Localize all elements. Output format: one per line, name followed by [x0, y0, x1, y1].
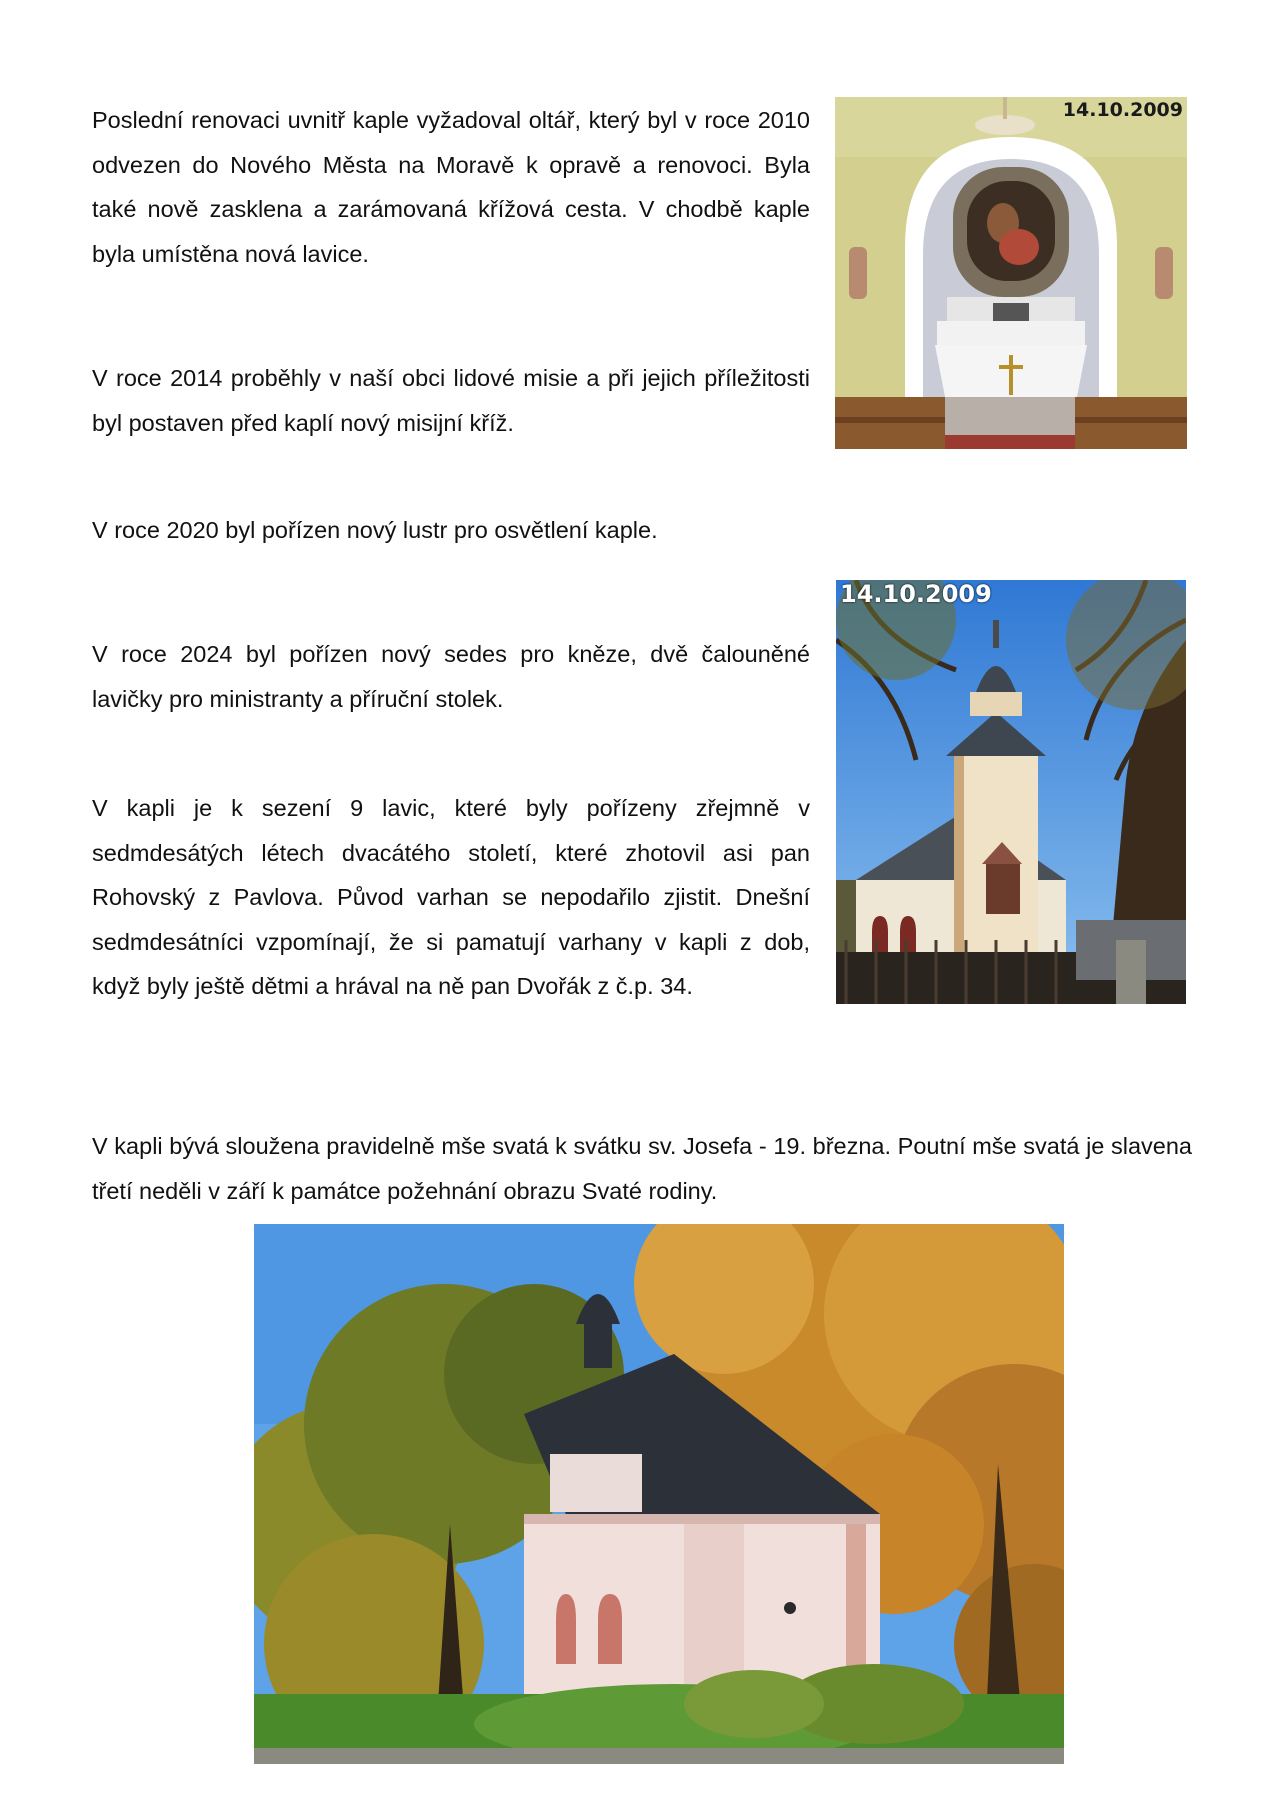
paragraph-altar-renovation: Poslední renovaci uvnitř kaple vyžadoval oltář, který byl v roce 2010 odvezen do Nového Města na Moravě k opravě a renovoci. Byla také nově zasklena a zarámovaná křížová cesta. V chodbě kaple byla umístěna nová lavice. — [92, 107, 810, 267]
chapel-tower-photo — [836, 580, 1186, 1004]
altar-photo — [835, 97, 1187, 449]
paragraph-sedes: V roce 2024 byl pořízen nový sedes pro kněze, dvě čalouněné lavičky pro ministranty a příruční stolek. — [92, 641, 810, 712]
paragraph-masses: V kapli bývá sloužena pravidelně mše svatá k svátku sv. Josefa - 19. března. Poutní mše svatá je slavena třetí neděli v září k památce požehnání obrazu Svaté rodiny. — [92, 1133, 1192, 1204]
chapel-tower-photo-date-stamp: 14.10.2009 — [840, 580, 992, 608]
altar-photo-date-stamp: 14.10.2009 — [1062, 99, 1183, 121]
paragraph-mission-cross: V roce 2014 proběhly v naší obci lidové misie a při jejich příležitosti byl postaven před kaplí nový misijní kříž. — [92, 365, 810, 436]
chapel-autumn-photo — [254, 1224, 1064, 1764]
paragraph-chandelier: V roce 2020 byl pořízen nový lustr pro osvětlení kaple. — [92, 517, 658, 543]
paragraph-pews-organ: V kapli je k sezení 9 lavic, které byly pořízeny zřejmně v sedmdesátých létech dvacátého století, které zhotovil asi pan Rohovský z Pavlova. Původ varhan se nepodařilo zjistit. Dnešní sedmdesátníci vzpomínají, že si pamatují varhany v kapli z dob, když byly ještě dětmi a hrával na ně pan Dvořák z č.p. 34. — [92, 795, 810, 999]
